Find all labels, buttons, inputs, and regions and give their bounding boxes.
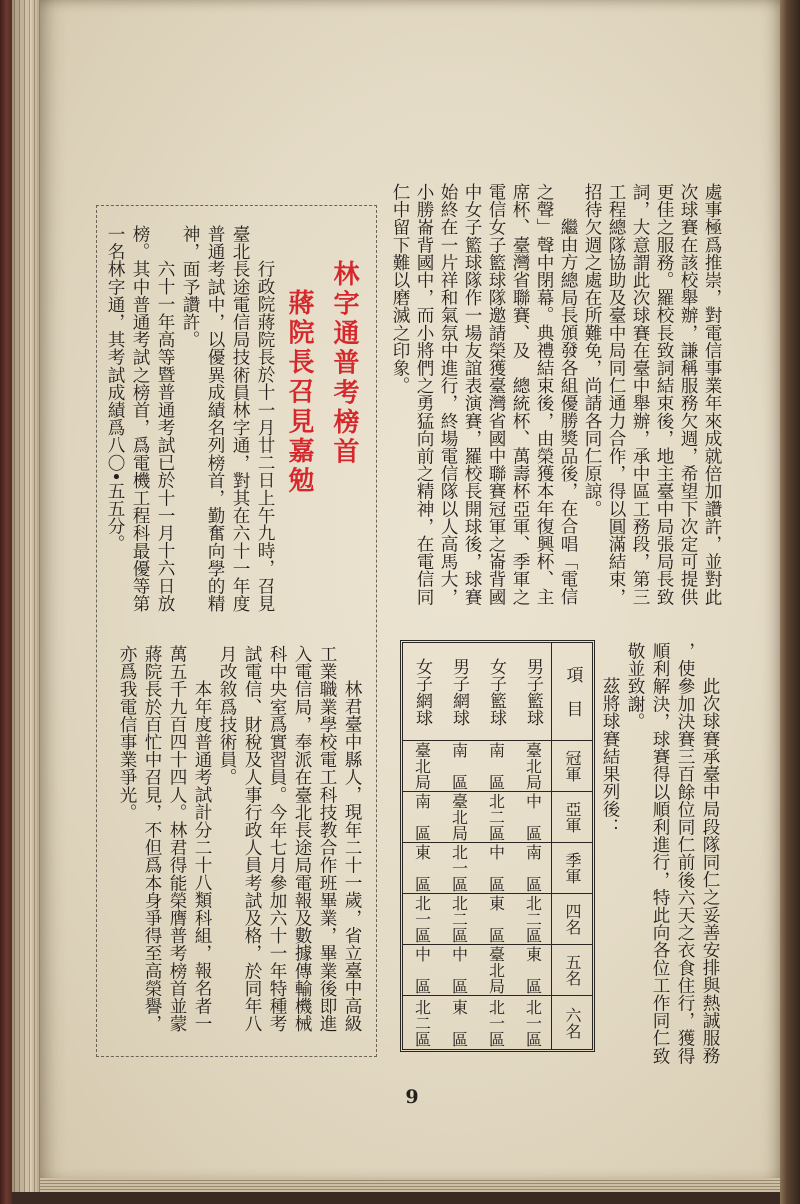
table-value: 臺北局 [449,793,469,841]
sidebar-column: 榜。其中普通考試之榜首，爲電機工程科最優等第 [130,225,150,613]
article-column: 處事極爲推崇，對電信事業年來成就倍加讚許，並對此 [702,183,722,606]
table-cell [440,792,477,843]
table-cell [477,643,514,741]
table-row [440,643,477,1049]
table-value: 南 區 [412,793,432,841]
table-value: 中 區 [412,946,432,994]
sidebar-column: 試電信、財稅及人事行政人員考試及格，於同年八 [242,645,262,1033]
table-value: 中 區 [523,793,543,841]
table-cell [477,843,514,894]
table-cell [403,894,440,945]
table-value: 東 區 [486,895,506,943]
results-table [400,640,595,1052]
table-cell [552,945,592,996]
table-cell [403,996,440,1049]
sidebar-column: 科中央室爲實習員。今年七月參加六十一年特種考 [267,645,287,1033]
table-cell [552,643,592,741]
sidebar-lower-text [114,645,364,1045]
table-cell [403,945,440,996]
sidebar-column: 月改敘爲技術員。 [217,645,237,786]
article-column: 之聲」聲中閉幕。典禮結束後，由榮獲本年復興杯、主 [534,183,554,606]
headline-line-1: 林字通普考榜首 [329,260,359,468]
table-cell [403,843,440,894]
table-header-place: 亞軍 [563,801,582,833]
table-cell [440,643,477,741]
table-cell [514,643,551,741]
table-value: 北二區 [412,998,432,1047]
table-value: 北一區 [412,895,432,943]
table-header-place: 季軍 [563,852,582,884]
table-value: 中 區 [486,844,506,892]
page-number: 9 [405,1086,419,1108]
sidebar-column: 林君臺中縣人，現年二十一歲，省立臺中高級 [342,680,362,1033]
table-value: 東 區 [449,998,469,1047]
table-header-place: 六名 [563,1006,582,1039]
table-header-label: 項 目 [562,666,583,717]
sidebar-column: 普通考試中，以優異成績名列榜首，勤奮向學的精 [205,225,225,613]
sidebar-column: 入電信局，奉派在臺北長途局電報及數據傳輸機械 [292,645,312,1033]
table-value: 東 區 [523,946,543,994]
sidebar-column: 臺北長途電信局技術員林字通，對其在六十一年度 [230,225,250,613]
book-right-edge [780,0,800,1204]
page-stack-edge [12,0,42,1192]
article-column: 小勝崙背國中，而小將們之勇猛向前之精神，在電信同 [414,183,434,606]
table-cell [440,741,477,792]
table-cell [552,741,592,792]
article-continuation [388,183,724,615]
table-event: 男子籃球 [523,657,543,726]
article-column: 席杯、臺灣省聯賽、及 總統杯、萬壽杯亞軍、季軍之 [510,183,530,606]
table-cell [514,996,551,1049]
sidebar-column: 一名林字通，其考試成績爲八〇•五五分。 [105,225,125,553]
sidebar-column: 本年度普通考試計分二十八類科組，報名者一 [192,680,212,1033]
table-header-place: 冠軍 [563,750,582,782]
sidebar-column: 工業職業學校電工科技教合作班畢業，畢業後即進 [317,645,337,1033]
article-column: 始終在一片祥和氣氛中進行，終場電信隊以人高馬大， [438,183,458,606]
article-column: 次球賽在該校舉辦，謙稱服務欠週，希望下次定可提供 [678,183,698,606]
table-event: 女子籃球 [486,657,506,726]
table-value: 北一區 [523,998,543,1047]
table-header-place: 四名 [563,903,582,935]
article-column: 工程總隊協助及臺中局同仁通力合作，得以圓滿結束， [606,183,626,606]
article-column: 更佳之服務。羅校長致詞結束後，地主臺中局張局長致 [654,183,674,606]
table-value: 南 區 [449,742,469,790]
table-event: 男子網球 [449,657,469,726]
table-header-column [551,643,592,1049]
acknowledgement-column: 茲將球賽結果列後： [600,677,620,836]
table-cell [477,996,514,1049]
table-cell [552,792,592,843]
article-column: 詞，大意謂此次球賽在臺中舉辦，承中區工務段，第三 [630,183,650,606]
article-column: 仁中留下難以磨滅之印象。 [390,183,410,395]
table-header-place: 五名 [563,954,582,986]
article-column: 招待欠週之處在所難免，尚請各同仁原諒。 [582,183,602,518]
table-cell [440,894,477,945]
sidebar-column: 亦爲我電信事業爭光。 [117,645,137,821]
table-cell [514,894,551,945]
article-column: 電信女子籃球隊邀請榮獲臺灣省國中聯賽冠軍之崙背國 [486,183,506,606]
sidebar-column: 六十一年高等暨普通考試已於十一月十六日放 [155,260,175,613]
table-value: 北一區 [449,844,469,892]
table-cell [440,996,477,1049]
table-value: 臺北局 [523,742,543,790]
acknowledgement-column: ，使參加決賽三百餘位同仁前後六天之衣食住行，獲得 [675,642,695,1065]
sidebar-upper-text [102,225,277,625]
table-value: 北一區 [486,998,506,1047]
acknowledgement-paragraph [597,642,722,1072]
article-column: 繼由方總局長頒發各組優勝獎品後，在合唱「電信 [558,218,578,606]
table-cell [477,741,514,792]
table-value: 中 區 [449,946,469,994]
acknowledgement-column: 順利解決，球賽得以順利進行，特此向各位工作同仁致 [650,642,670,1065]
table-cell [514,792,551,843]
book-cover-edge [0,0,12,1204]
table-event: 女子網球 [412,657,432,726]
table-value: 北二區 [523,895,543,943]
table-cell [403,643,440,741]
table-value: 臺北局 [486,946,506,994]
sidebar-column: 行政院蔣院長於十一月廿二日上午九時，召見 [255,260,275,613]
table-cell [477,894,514,945]
sidebar-column: 神，面予讚許。 [180,225,200,349]
table-cell [552,843,592,894]
table-cell [477,792,514,843]
table-cell [514,945,551,996]
table-row [477,643,514,1049]
table-value: 北二區 [449,895,469,943]
page-stack-bottom [40,1178,782,1192]
table-row [403,643,440,1049]
table-cell [514,741,551,792]
table-value: 臺北局 [412,742,432,790]
table-row [514,643,551,1049]
table-value: 南 區 [523,844,543,892]
table-cell [403,741,440,792]
table-value: 北二區 [486,793,506,841]
table-cell [440,945,477,996]
acknowledgement-column: 敬並致謝。 [625,642,645,730]
table-cell [552,996,592,1049]
table-cell [440,843,477,894]
table-cell [477,945,514,996]
table-cell [514,843,551,894]
table-cell [403,792,440,843]
table-value: 東 區 [412,844,432,892]
sidebar-column: 萬五千九百四十四人。林君得能榮膺普考榜首並蒙 [167,645,187,1033]
acknowledgement-column: 此次球賽承臺中局段隊同仁之妥善安排與熱誠服務 [700,677,720,1065]
table-cell [552,894,592,945]
table-value: 南 區 [486,742,506,790]
article-column: 中女子籃球隊作一場友誼表演賽，羅校長開球後，球賽 [462,183,482,606]
sidebar-column: 蔣院長於百忙中召見，不但爲本身爭得至高榮譽， [142,645,162,1033]
headline-line-2: 蔣院長召見嘉勉 [284,289,314,497]
